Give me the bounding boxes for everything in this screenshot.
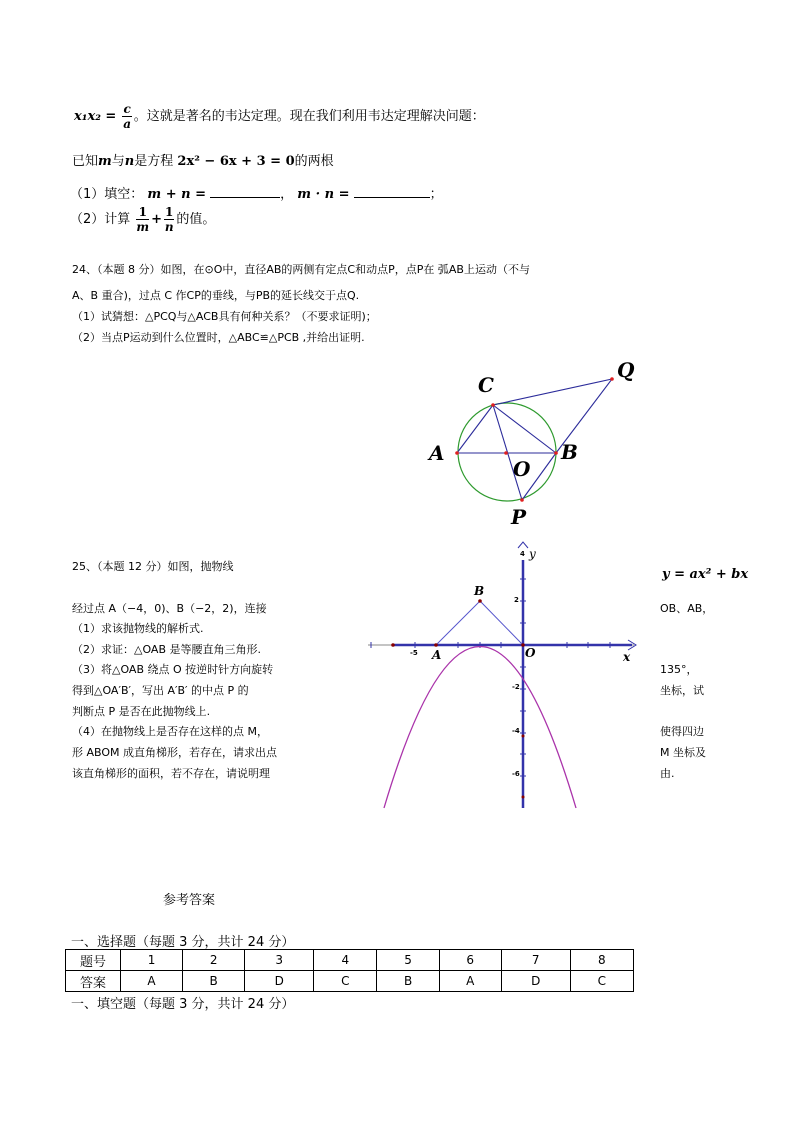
x-axis-label: x: [623, 650, 631, 664]
y-tick-label-4: 4: [520, 550, 525, 558]
table-cell: 6: [439, 950, 501, 971]
q24-line2: A、B 重合)，过点 C 作CP的垂线，与PB的延长线交于点Q.: [72, 289, 360, 302]
table-cell: 2: [183, 950, 245, 971]
table-cell: C: [570, 971, 633, 992]
table-cell: C: [314, 971, 377, 992]
table-header-number: 题号: [66, 950, 121, 971]
y-tick-label-neg2: -2: [512, 683, 520, 691]
q25-part3-left: （3）将△OAB 绕点 O 按逆时针方向旋转: [72, 663, 274, 676]
label-a: A: [429, 441, 445, 465]
q25-line2-right: OB、AB，: [660, 602, 714, 615]
parabola-curve: [384, 647, 576, 809]
table-row-answers: [66, 971, 634, 992]
q25-part4b-left: 形 ABOM 成直角梯形，若存在，请求出点: [72, 746, 278, 759]
vieta-fraction: $\frac{c}{a}$: [123, 102, 131, 131]
parabola-graph: [360, 540, 650, 820]
point-a-label: A: [432, 648, 442, 662]
table-cell: 3: [245, 950, 314, 971]
q24-line1: 24、（本题 8 分）如图，在⊙O中，直径AB的两侧有定点C和动点P，点P在 弧AB上运动（不与: [72, 263, 530, 276]
segment-ab: [436, 601, 480, 645]
label-c: C: [478, 373, 494, 397]
label-o: O: [513, 457, 531, 481]
q25-part4-right: 使得四边: [660, 725, 704, 738]
label-p: P: [511, 505, 527, 529]
q25-part4c-right: 由.: [660, 767, 675, 780]
answer-blank-sum[interactable]: [210, 185, 280, 198]
circle-geometry-figure: [410, 355, 650, 535]
label-b: B: [561, 440, 578, 464]
q25-part3b-right: 坐标，试: [660, 684, 704, 697]
q25-line2-left: 经过点 A（−4，0)、B（−2，2)，连接: [72, 602, 267, 615]
answers-title: 参考答案: [163, 893, 216, 908]
geometry-lines: [457, 379, 612, 500]
q25-part3c: 判断点 P 是否在此抛物线上.: [72, 705, 211, 718]
table-cell: D: [501, 971, 570, 992]
answer-blank-product[interactable]: [354, 185, 430, 198]
answer-table: [65, 949, 634, 992]
q25-part3b-left: 得到△OA′B′，写出 A′B′ 的中点 P 的: [72, 684, 249, 697]
table-cell: 1: [121, 950, 183, 971]
y-axis-label: y: [529, 547, 536, 561]
fraction-1-over-m: $\frac{1}{m}$: [136, 205, 150, 234]
point-b-label: B: [474, 584, 485, 598]
vieta-theorem-line: [74, 103, 485, 130]
q23-given: 已知m与n是方程 2x² − 6x + 3 = 0的两根: [72, 154, 334, 169]
y-tick-label-neg4: -4: [512, 727, 520, 735]
y-tick-label-neg6: -6: [512, 770, 520, 778]
q23-part2: （2）计算 $\frac{1}{m}$ + $\frac{1}{n}$ 的值。: [70, 205, 216, 234]
table-cell: B: [377, 971, 439, 992]
q25-part4b-right: M 坐标及: [660, 746, 706, 759]
graph-points: [391, 599, 525, 798]
q24-part2: （2）当点P运动到什么位置时，△ABC≌△PCB ,并给出证明.: [72, 331, 365, 344]
q23-part1: （1）填空： m + n = ， m · n = ；: [70, 187, 443, 202]
table-header-answer: 答案: [66, 971, 121, 992]
q25-part4-left: （4）在抛物线上是否存在这样的点 M，: [72, 725, 268, 738]
table-row-numbers: [66, 950, 634, 971]
q25-line1: 25、（本题 12 分）如图，抛物线: [72, 560, 234, 573]
parabola-graph-svg: [360, 540, 650, 820]
table-cell: A: [439, 971, 501, 992]
origin-label: O: [525, 646, 536, 660]
q25-part2: （2）求证：△OAB 是等腰直角三角形.: [72, 643, 261, 656]
y-tick-label-2: 2: [514, 596, 519, 604]
x-tick-label-neg5: -5: [410, 649, 418, 657]
table-cell: 5: [377, 950, 439, 971]
q23-equation: 2x² − 6x + 3 = 0: [177, 154, 295, 169]
y-axis-arrow-icon: [518, 542, 528, 548]
q24-part1: （1）试猜想：△PCQ与△ACB具有何种关系？（不要求证明)；: [72, 310, 377, 323]
q25-part1: （1）求该抛物线的解析式.: [72, 622, 204, 635]
fraction-1-over-n: $\frac{1}{n}$: [164, 205, 174, 234]
q25-part4c-left: 该直角梯形的面积，若不存在，请说明理: [72, 767, 270, 780]
vieta-lhs: x₁x₂ =: [74, 109, 117, 124]
answers-section-choice: 一、选择题（每题 3 分，共计 24 分）: [71, 935, 295, 950]
circle-geometry-svg: [410, 355, 650, 535]
table-cell: 7: [501, 950, 570, 971]
answers-section-fill: 一、填空题（每题 3 分，共计 24 分）: [71, 997, 295, 1012]
table-cell: 4: [314, 950, 377, 971]
q25-part3-right: 135°，: [660, 663, 698, 676]
table-cell: 8: [570, 950, 633, 971]
segment-bo: [480, 601, 523, 645]
label-q: Q: [617, 358, 635, 382]
q25-equation: y = ax² + bx: [662, 567, 749, 582]
table-cell: A: [121, 971, 183, 992]
table-cell: B: [183, 971, 245, 992]
table-cell: D: [245, 971, 314, 992]
vieta-text: 。这就是著名的韦达定理。现在我们利用韦达定理解决问题：: [133, 109, 485, 124]
